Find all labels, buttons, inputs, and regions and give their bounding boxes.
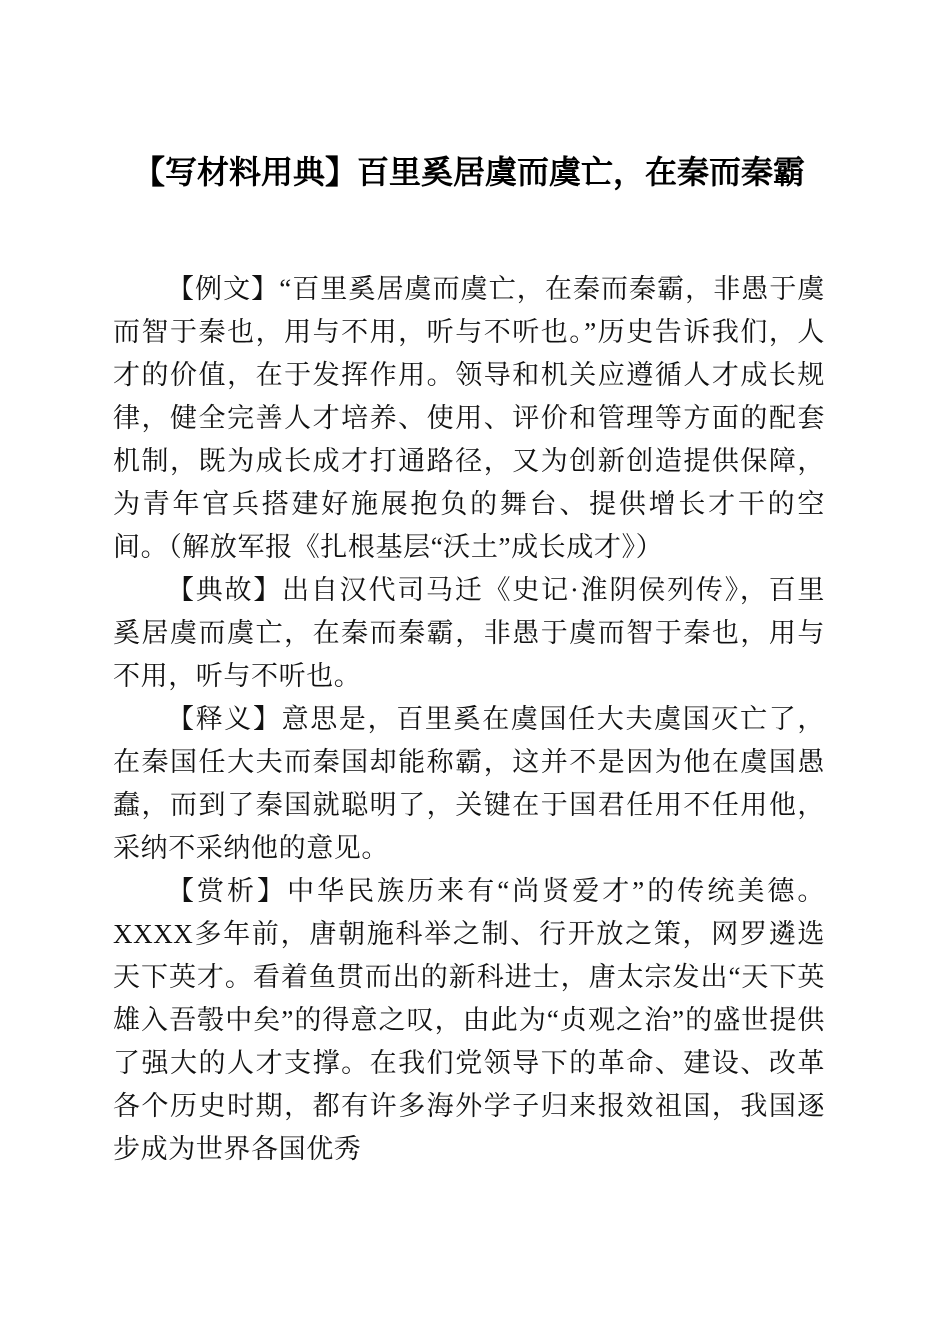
page-title <box>113 149 825 196</box>
paragraph-diangu: 【典故】出自汉代司马迁《史记·淮阴侯列传》，百里奚居虞而虞亡，在秦而秦霸，非愚于虞而智于秦也，用与不用，听与不听也。 <box>113 575 825 691</box>
paragraph-liwen: 【例文】“百里奚居虞而虞亡，在秦而秦霸，非愚于虞而智于秦也，用与不用，听与不听也。”历史告诉我们，人才的价值，在于发挥作用。领导和机关应遵循人才成长规律，健全完善人才培养、使用、评价和管理等方面的配套机制，既为成长成才打通路径，又为创新创造提供保障，为青年官兵搭建好施展抱负的舞台、提供增长才干的空间。（解放军报《扎根基层“沃土”成长成才》） <box>113 274 825 562</box>
paragraph-shangxi: 【赏析】中华民族历来有“尚贤爱才”的传统美德。XXXX多年前，唐朝施科举之制、行开放之策，网罗遴选天下英才。看着鱼贯而出的新科进士，唐太宗发出“天下英雄入吾彀中矣”的得意之叹，由此为“贞观之治”的盛世提供了强大的人才支撑。在我们党领导下的革命、建设、改革各个历史时期，都有许多海外学子归来报效祖国，我国逐步成为世界各国优秀 <box>113 876 825 1164</box>
document-body <box>113 268 825 1171</box>
paragraph-shiyi: 【释义】意思是，百里奚在虞国任大夫虞国灭亡了，在秦国任大夫而秦国却能称霸，这并不是因为他在虞国愚蠢，而到了秦国就聪明了，关键在于国君任用不任用他，采纳不采纳他的意见。 <box>113 704 825 863</box>
page-title-text: 【写材料用典】百里奚居虞而虞亡，在秦而秦霸 <box>132 153 805 192</box>
